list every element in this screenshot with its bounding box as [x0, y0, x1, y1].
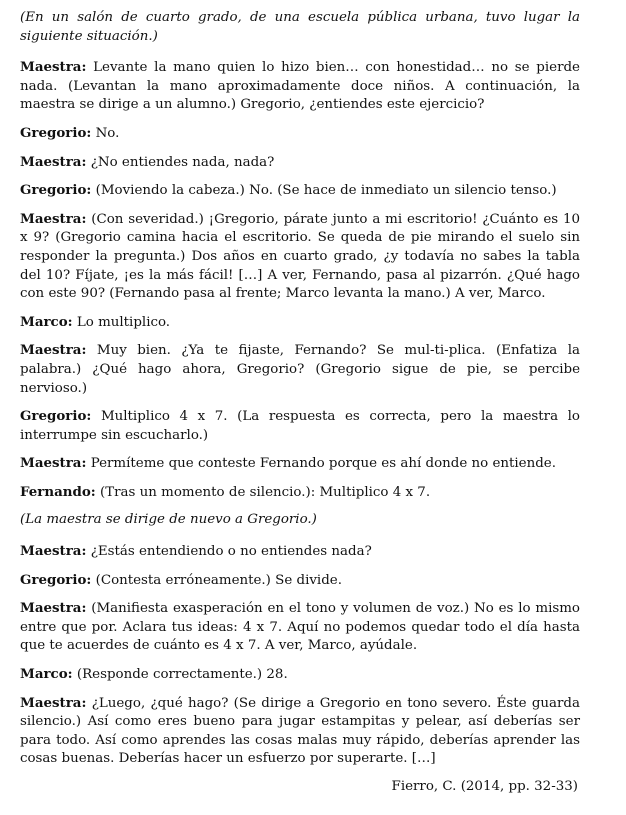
speaker-name: Marco: — [20, 666, 73, 683]
dialogue-line — [20, 694, 580, 769]
speaker-name: Maestra: — [20, 455, 87, 472]
dialogue-text: Levante la mano quien lo hizo bien… con honestidad… no se pierde nada. (Levantan la mano aproximadamente doce niños. A continuación, la maestra se dirige a un alumno.) Gregorio, ¿entiendes este ejercicio? — [20, 60, 580, 113]
speaker-name: Gregorio: — [20, 408, 92, 425]
dialogue-line — [20, 571, 580, 591]
dialogue-text: ¿No entiendes nada, nada? — [90, 154, 275, 170]
dialogue-text: (Contesta erróneamente.) Se divide. — [95, 572, 342, 588]
dialogue-text: No. — [95, 125, 120, 141]
dialogue-block-2 — [20, 542, 580, 769]
dialogue-text: Lo multiplico. — [76, 314, 171, 330]
speaker-name: Maestra: — [20, 153, 87, 170]
dialogue-text: (Tras un momento de silencio.): Multiplico 4 x 7. — [100, 484, 431, 500]
speaker-name: Maestra: — [20, 543, 87, 560]
dialogue-line — [20, 153, 580, 173]
dialogue-text: ¿Estás entendiendo o no entiendes nada? — [90, 544, 372, 560]
dialogue-text: (Moviendo la cabeza.) No. (Se hace de inmediato un silencio tenso.) — [95, 183, 557, 199]
dialogue-line — [20, 454, 580, 474]
dialogue-block-1 — [20, 58, 580, 502]
speaker-name: Fernando: — [20, 483, 96, 500]
dialogue-line — [20, 210, 580, 304]
dialogue-text: (Manifiesta exasperación en el tono y volumen de voz.) No es lo mismo entre que por. Aclara tus ideas: 4 x 7. Aquí no podemos quedar todo el día hasta que te acuerdes de cuánto es 4 x 7. A ver, Marco, ayúdale. — [20, 601, 580, 654]
speaker-name: Maestra: — [20, 694, 87, 711]
dialogue-text: (Con severidad.) ¡Gregorio, párate junto a mi escritorio! ¿Cuánto es 10 x 9? (Gregorio camina hacia el escritorio. Se queda de pie mirando el suelo sin responder la pregunta.) Dos años en cuarto grado, ¿y todavía no sabes la tabla del 10? Fíjate, ¡es la más fácil! […] A ver, Fernando, pasa al pizarrón. ¿Qué hago con este 90? (Fernando pasa al frente; Marco levanta la mano.) A ver, Marco. — [20, 211, 580, 302]
speaker-name: Gregorio: — [20, 182, 92, 199]
dialogue-line — [20, 341, 580, 398]
dialogue-line — [20, 599, 580, 656]
dialogue-line — [20, 181, 580, 201]
dialogue-line — [20, 483, 580, 503]
speaker-name: Maestra: — [20, 600, 87, 617]
speaker-name: Maestra: — [20, 59, 87, 76]
dialogue-text: ¿Luego, ¿qué hago? (Se dirige a Gregorio en tono severo. Éste guarda silencio.) Así como eres bueno para jugar estampitas y pelear, así deberías ser para todo. Así como aprendes las cosas malas muy rápido, deberías aprender las cosas buenas. Deberías hacer un esfuerzo por superarte. […] — [20, 695, 580, 767]
dialogue-text: (Responde correctamente.) 28. — [76, 667, 288, 683]
intro-paragraph: (En un salón de cuarto grado, de una escuela pública urbana, tuvo lugar la siguiente situación.) — [20, 10, 580, 44]
dialogue-line — [20, 407, 580, 445]
speaker-name: Gregorio: — [20, 571, 92, 588]
dialogue-line — [20, 124, 580, 144]
speaker-name: Maestra: — [20, 210, 87, 227]
citation: Fierro, C. (2014, pp. 32-33) — [391, 779, 578, 794]
dialogue-line — [20, 313, 580, 333]
speaker-name: Gregorio: — [20, 124, 92, 141]
dialogue-text: Muy bien. ¿Ya te fijaste, Fernando? Se mul-ti-plica. (Enfatiza la palabra.) ¿Qué hago ahora, Gregorio? (Gregorio sigue de pie, se percibe nervioso.) — [20, 343, 580, 396]
dialogue-line — [20, 542, 580, 562]
speaker-name: Maestra: — [20, 342, 87, 359]
dialogue-line — [20, 665, 580, 685]
dialogue-line — [20, 58, 580, 115]
speaker-name: Marco: — [20, 313, 73, 330]
dialogue-text: Multiplico 4 x 7. (La respuesta es correcta, pero la maestra lo interrumpe sin escucharlo.) — [20, 409, 580, 443]
stage-direction: (La maestra se dirige de nuevo a Gregorio.) — [20, 512, 317, 528]
dialogue-text: Permíteme que conteste Fernando porque es ahí donde no entiende. — [90, 456, 556, 472]
